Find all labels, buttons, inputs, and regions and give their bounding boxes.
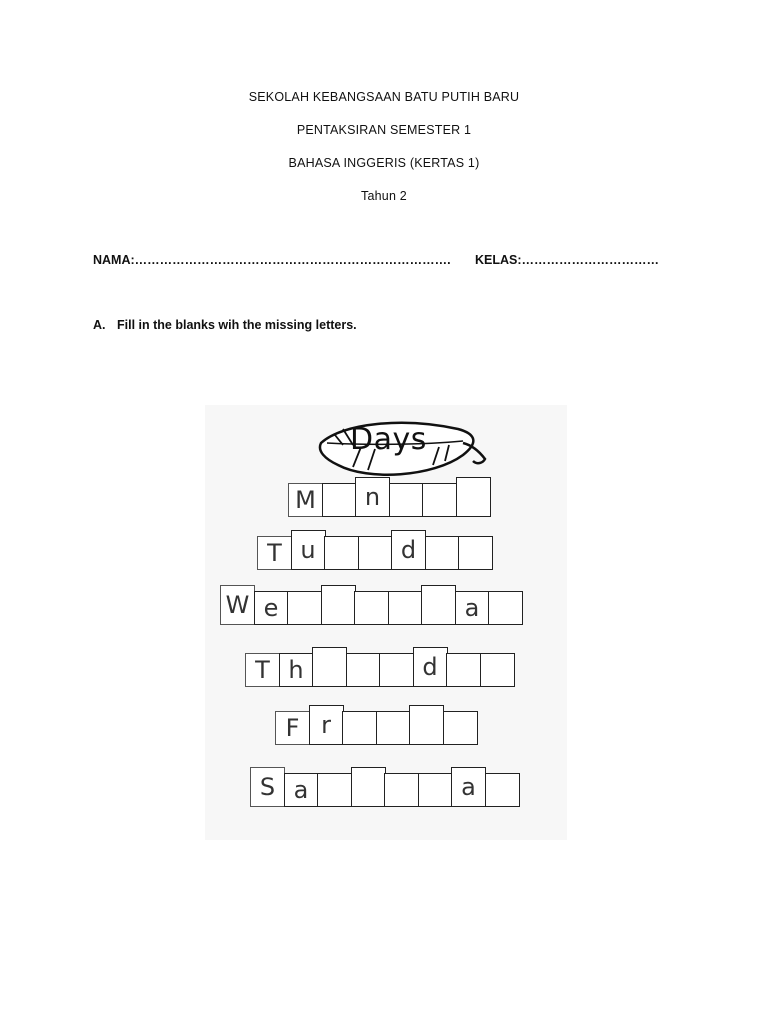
- puzzle-row-4: [245, 647, 513, 687]
- blank-letter-box[interactable]: [346, 653, 381, 687]
- question-a: [93, 318, 357, 332]
- days-puzzle: [205, 405, 567, 840]
- letter-box: a: [451, 767, 486, 807]
- blank-letter-box[interactable]: [388, 591, 423, 625]
- blank-letter-box[interactable]: [443, 711, 478, 745]
- blank-letter-box[interactable]: [425, 536, 460, 570]
- puzzle-row-6: [250, 767, 518, 807]
- blank-letter-box[interactable]: [312, 647, 347, 687]
- class-field[interactable]: KELAS:……………………………: [475, 253, 660, 267]
- blank-letter-box[interactable]: [480, 653, 515, 687]
- puzzle-row-3: [220, 585, 522, 625]
- school-name: SEKOLAH KEBANGSAAN BATU PUTIH BARU: [248, 90, 520, 104]
- letter-box: T: [257, 536, 292, 570]
- puzzle-row-2: [257, 530, 492, 570]
- letter-box: F: [275, 711, 310, 745]
- puzzle-row-5: [275, 705, 476, 745]
- assessment-title: PENTAKSIRAN SEMESTER 1: [296, 123, 472, 137]
- letter-box: M: [288, 483, 323, 517]
- blank-letter-box[interactable]: [488, 591, 523, 625]
- blank-letter-box[interactable]: [317, 773, 352, 807]
- blank-letter-box[interactable]: [324, 536, 359, 570]
- blank-letter-box[interactable]: [418, 773, 453, 807]
- blank-letter-box[interactable]: [379, 653, 414, 687]
- letter-box: u: [291, 530, 326, 570]
- blank-letter-box[interactable]: [422, 483, 457, 517]
- letter-box: d: [391, 530, 426, 570]
- blank-letter-box[interactable]: [409, 705, 444, 745]
- subject-title: BAHASA INGGERIS (KERTAS 1): [288, 156, 480, 170]
- blank-letter-box[interactable]: [485, 773, 520, 807]
- question-number: A.: [93, 318, 106, 332]
- question-text: Fill in the blanks wih the missing letters.: [117, 318, 357, 332]
- year-label: Tahun 2: [361, 189, 407, 203]
- blank-letter-box[interactable]: [446, 653, 481, 687]
- blank-letter-box[interactable]: [342, 711, 377, 745]
- blank-letter-box[interactable]: [458, 536, 493, 570]
- puzzle-title: Days: [350, 422, 427, 457]
- letter-box: d: [413, 647, 448, 687]
- letter-box: S: [250, 767, 285, 807]
- letter-box: e: [254, 591, 289, 625]
- letter-box: h: [279, 653, 314, 687]
- name-field[interactable]: NAMA:………………………………………………………………….: [93, 253, 451, 267]
- letter-box: T: [245, 653, 280, 687]
- blank-letter-box[interactable]: [384, 773, 419, 807]
- blank-letter-box[interactable]: [389, 483, 424, 517]
- letter-box: a: [284, 773, 319, 807]
- puzzle-row-1: [288, 477, 489, 517]
- letter-box: n: [355, 477, 390, 517]
- blank-letter-box[interactable]: [358, 536, 393, 570]
- blank-letter-box[interactable]: [376, 711, 411, 745]
- blank-letter-box[interactable]: [321, 585, 356, 625]
- letter-box: r: [309, 705, 344, 745]
- blank-letter-box[interactable]: [351, 767, 386, 807]
- blank-letter-box[interactable]: [287, 591, 322, 625]
- letter-box: W: [220, 585, 255, 625]
- letter-box: a: [455, 591, 490, 625]
- blank-letter-box[interactable]: [354, 591, 389, 625]
- blank-letter-box[interactable]: [322, 483, 357, 517]
- blank-letter-box[interactable]: [421, 585, 456, 625]
- blank-letter-box[interactable]: [456, 477, 491, 517]
